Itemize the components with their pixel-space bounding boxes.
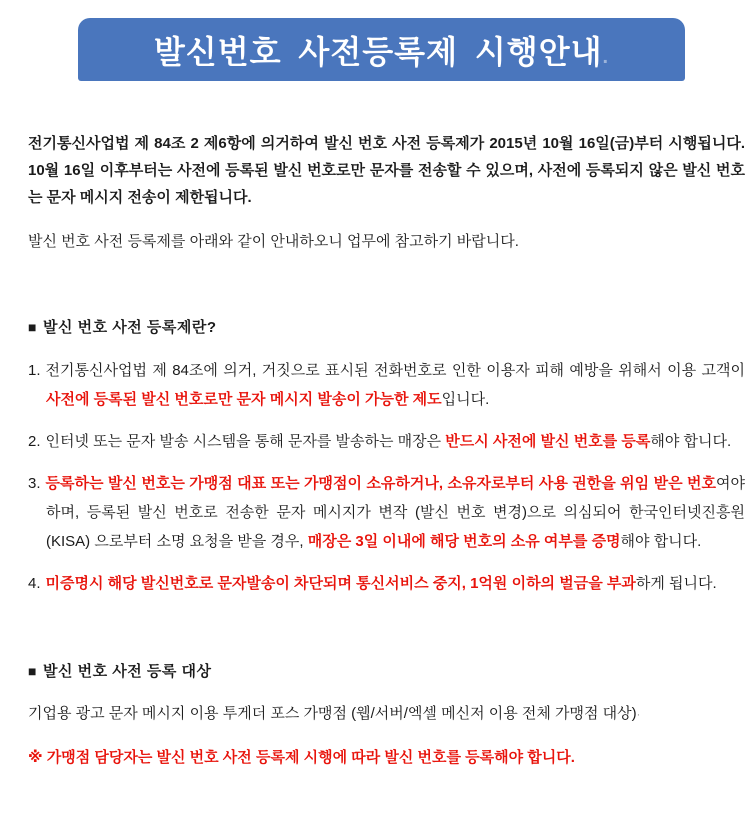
text-segment-red: 미증명시 해당 발신번호로 문자발송이 차단되며 통신서비스 중지, 1억원 이하의 벌금을 부과 — [45, 575, 636, 592]
list-item — [28, 569, 745, 598]
list-item — [28, 469, 745, 556]
section-heading-what-is — [28, 314, 745, 341]
intro-paragraph-1: 전기통신사업법 제 84조 2 제6항에 의거하여 발신 번호 사전 등록제가 2015년 10월 16일(금)부터 시행됩니다. 10월 16일 이후부터는 사전에 등록된 발신 번호로만 문자를 전송할 수 있으며, 사전에 등록되지 않은 발신 번호는 문자 메시지 전송이 제한됩니다. — [28, 135, 745, 206]
text-segment-normal: 입니다. — [441, 391, 490, 408]
text-segment-normal: 인터넷 또는 문자 발송 시스템을 통해 문자를 발송하는 매장은 — [45, 433, 446, 450]
text-segment-normal: 전기통신사업법 제 84조에 의거, 거짓으로 표시된 전화번호로 인한 이용자 피해 예방을 위해서 이용 고객이 — [45, 362, 745, 379]
list-item-text — [46, 433, 732, 450]
section-heading-text: 발신 번호 사전 등록제란? — [42, 319, 217, 336]
document-body — [28, 130, 745, 771]
list-item-number: 1. — [28, 362, 41, 379]
text-segment-red: 등록하는 발신 번호는 가맹점 대표 또는 가맹점이 소유하거나, 소유자로부터 사용 권한을 위임 받은 번호 — [45, 475, 717, 492]
list-item — [28, 356, 745, 414]
list-item-text — [46, 475, 745, 550]
target-description — [28, 700, 745, 729]
title-trail-mark: . — [602, 45, 610, 68]
intro-paragraph-2: 발신 번호 사전 등록제를 아래와 같이 안내하오니 업무에 참고하기 바랍니다. — [28, 233, 519, 250]
text-segment-red: 사전에 등록된 발신 번호로만 문자 메시지 발송이 가능한 제도 — [46, 391, 442, 408]
paragraph-trail-mark: · — [636, 709, 641, 721]
section-heading-text: 발신 번호 사전 등록 대상 — [42, 663, 212, 680]
list-item-text — [46, 575, 717, 592]
list-item-number: 3. — [28, 475, 41, 492]
square-bullet-icon: ■ — [28, 319, 37, 335]
list-item-text — [46, 362, 745, 408]
list-item-number: 2. — [28, 433, 41, 450]
text-segment-normal: 하게 됩니다. — [635, 575, 717, 592]
registration-notice: ※ 가맹점 담당자는 발신 번호 사전 등록제 시행에 따라 발신 번호를 등록해야 합니다. — [28, 749, 575, 766]
list-item-number: 4. — [28, 575, 41, 592]
text-segment-normal: 해야 합니다. — [620, 533, 702, 550]
title-banner — [78, 18, 685, 81]
list-item — [28, 427, 745, 456]
target-description-text: 기업용 광고 문자 메시지 이용 투게더 포스 가맹점 (웹/서버/엑셀 메신저 이용 전체 가맹점 대상) — [28, 705, 637, 722]
page-title-text: 발신번호 사전등록제 시행안내 — [153, 33, 603, 70]
text-segment-red: 매장은 3일 이내에 해당 번호의 소유 여부를 증명 — [307, 533, 621, 550]
square-bullet-icon: ■ — [28, 663, 37, 679]
text-segment-red: 반드시 사전에 발신 번호를 등록 — [445, 433, 651, 450]
text-segment-normal: 해야 합니다. — [650, 433, 732, 450]
section-heading-targets — [28, 658, 745, 685]
page-title — [154, 27, 609, 73]
text-segment-normal: 여야 하며, 등록된 발신 번호로 전송한 문자 메시지가 변작 (발신 번호 변경)으로 의심되어 한국인터넷진흥원(KISA) 으로부터 소명 요청을 받을 경우, — [46, 475, 745, 550]
